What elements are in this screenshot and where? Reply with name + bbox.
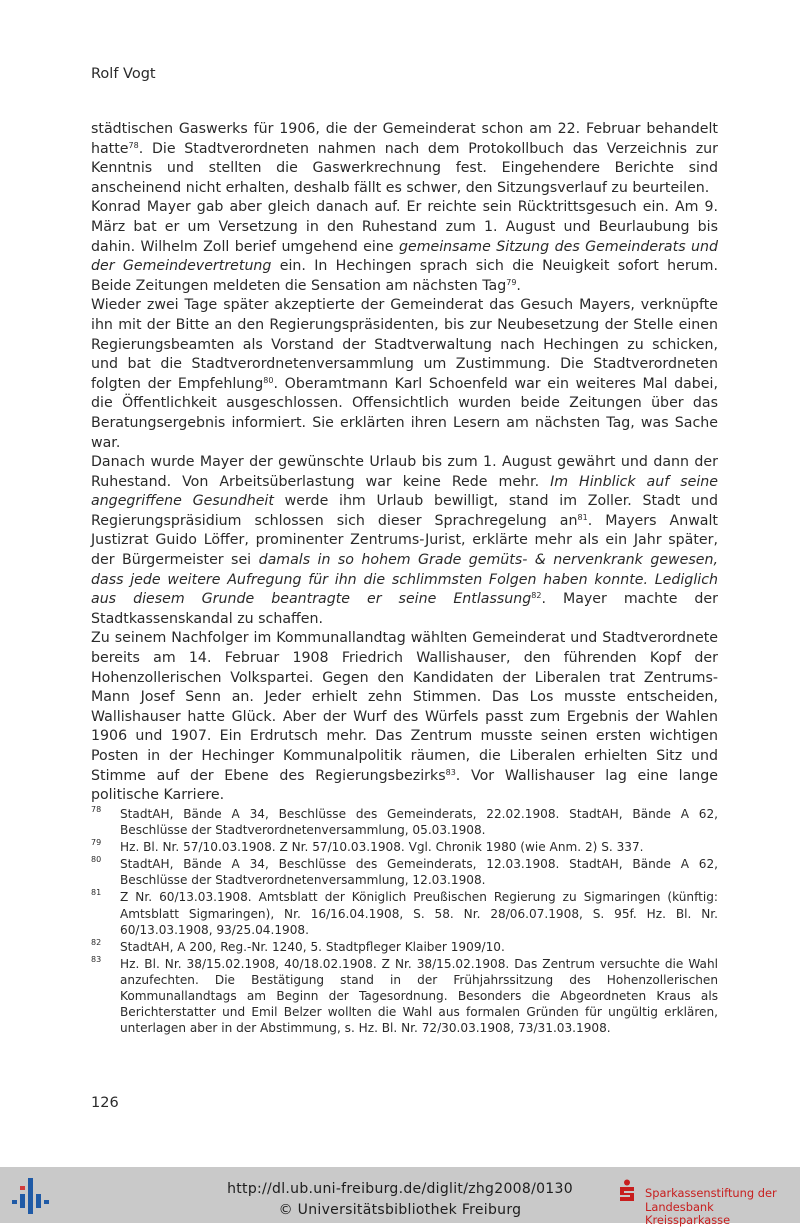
footnote-item: 79 Hz. Bl. Nr. 57/10.03.1908. Z Nr. 57/10.03.1908. Vgl. Chronik 1980 (wie Anm. 2) S. 337. <box>91 838 644 855</box>
sparkasse-logo-icon <box>618 1179 636 1203</box>
copyright-notice: © Universitätsbibliothek Freiburg <box>278 1202 522 1218</box>
main-text <box>91 120 718 806</box>
paragraph-1: städtischen Gaswerks für 1906, die der Gemeinderat schon am 22. Februar behandelt hatte$^{78}$. Die Stadtverordneten nahmen nach dem Protokollbuch das Verzeichnis zur Kenntnis und stellten die Gaswerkrechnung fest. Eingehendere Berichte sind anscheinend nicht erhalten, deshalb fällt es schwer, den Sitzungsverlauf zu beurteilen. <box>91 121 718 196</box>
paragraph-5: Zu seinem Nachfolger im Kommunallandtag wählten Gemeinderat und Stadtverordnete bereits am 14. Februar 1908 Friedrich Wallishauser, den führenden Kopf der Hohenzollerischen Volkspartei. Gegen den Kandidaten der Liberalen trat Zentrums-Mann Josef Senn an. Jeder erhielt zehn Stimmen. Das Los musste entscheiden, Wallishauser hatte Glück. Aber der Wurf des Würfels passt zum Ergebnis der Wahlen 1906 und 1907. Ein Erdrutsch mehr. Das Zentrum musste seinen ersten wichtigen Posten in der Hechinger Kommunalpolitik räumen, die Liberalen erhielten Sitz und Stimme auf der Ebene des Regierungsbezirks$^{83}$. Vor Wallishauser lag eine lange politische Karriere. <box>91 630 719 804</box>
footnotes <box>91 806 718 1037</box>
footnote-ref-83[interactable]: 83 <box>445 767 456 777</box>
footnote-item: 83 Hz. Bl. Nr. 38/15.02.1908, 40/18.02.1908. Z Nr. 38/15.02.1908. Das Zentrum versuchte die Wahl anzufechten. Die Bestätigung stand in der Frühjahrssitzung des Hohenzollerischen Kommunallandtags am Beginn der Tagesordnung. Besonders die Abgeordneten Kraus als Berichterstatter und Emil Belzer wollten die Wahl aus formalen Gründen für ungültig erklären, unterlagen aber in der Abstimmung, s. Hz. Bl. Nr. 72/30.03.1908, 73/31.03.1908. <box>91 954 718 1036</box>
footnote-ref-79[interactable]: 79 <box>506 277 517 287</box>
footnote-item: 81 Z Nr. 60/13.03.1908. Amtsblatt der Königlich Preußischen Regierung zu Sigmaringen (künftig: Amtsblatt Sigmaringen), Nr. 16/16.04.1908, S. 58. Nr. 28/06.07.1908, S. 95f. Hz. Bl. Nr. 60/13.03.1908, 93/25.04.1908. <box>91 888 718 937</box>
footnote-ref-78[interactable]: 78 <box>128 140 139 150</box>
paragraph-2: Konrad Mayer gab aber gleich danach auf. Er reichte sein Rücktrittsgesuch ein. Am 9. März bat er um Versetzung in den Ruhestand zum 1. August und Beurlaubung bis dahin. Wilhelm Zoll berief umgehend eine gemeinsame Sitzung des Gemeinderats und der Gemeindevertretung ein. In Hechingen sprach sich die Neuigkeit sofort herum. Beide Zeitungen meldeten die Sensation am nächsten Tag$^{79}$. <box>91 199 719 294</box>
page-number: 126 <box>91 1095 119 1111</box>
paragraph-4: Danach wurde Mayer der gewünschte Urlaub bis zum 1. August gewährt und dann der Ruhestand. Von Arbeitsüberlastung war keine Rede mehr. Im Hinblick auf seine angegriffene Gesundheit werde ihm Urlaub bewilligt, stand im Zoller. Stadt und Regierungspräsidium schlossen sich dieser Sprachregelung $an^{81}$. Mayers Anwalt Justizrat Guido Löffer, prominenter Zentrums-Jurist, erklärte mehr als ein Jahr später, der Bürgermeister sei damals in so hohem Grade gemüts- & nervenkrank gewesen, dass jede weitere Aufregung für ihn die schlimmsten Folgen haben konnte. Lediglich aus diesem Grunde beantragte er seine Entlassung$^{82}$. Mayer machte der Stadtkassenskandal zu schaffen. <box>91 454 719 627</box>
footnote-item: 78 StadtAH, Bände A 34, Beschlüsse des Gemeinderats, 22.02.1908. StadtAH, Bände A 62, Beschlüsse der Stadtverordnetenversammlung, 05.03.1908. <box>91 805 718 838</box>
footer-banner <box>0 1167 800 1227</box>
paragraph-3: Wieder zwei Tage später akzeptierte der Gemeinderat das Gesuch Mayers, verknüpfte ihn mit der Bitte an den Regierungspräsidenten, bis zur Neubesetzung der Stelle einen Regierungsbeamten als Vorstand der Stadtverwaltung nach Hechingen zu schicken, und bat die Stadtverordnetenversammlung um Zustimmung. Die Stadtverordneten folgten der Empfehlung$^{80}$. Oberamtmann Karl Schoenfeld war ein weiteres Mal dabei, die Öffentlichkeit ausgeschlossen. Offensichtlich wurden beide Zeitungen über das Beratungsergebnis informiert. Sie erklärten ihren Lesern am nächsten Tag, was Sache war. <box>91 297 718 451</box>
footnote-ref-80[interactable]: 80 <box>263 375 274 385</box>
footnote-item: 82 StadtAH, A 200, Reg.-Nr. 1240, 5. Stadtpfleger Klaiber 1909/10. <box>91 937 505 954</box>
footnote-item: 80 StadtAH, Bände A 34, Beschlüsse des Gemeinderats, 12.03.1908. StadtAH, Bände A 62, Beschlüsse der Stadtverordnetenversammlung, 12.03.1908. <box>91 855 718 888</box>
source-url-link[interactable]: http://dl.ub.uni-freiburg.de/diglit/zhg2008/0130 <box>227 1181 573 1197</box>
sponsor-name: Sparkassenstiftung der Landesbank Kreissparkasse <box>645 1186 777 1227</box>
footnote-ref-81[interactable]: 81 <box>577 512 588 522</box>
running-header-author: Rolf Vogt <box>91 66 156 82</box>
footnote-ref-82[interactable]: 82 <box>531 591 542 601</box>
